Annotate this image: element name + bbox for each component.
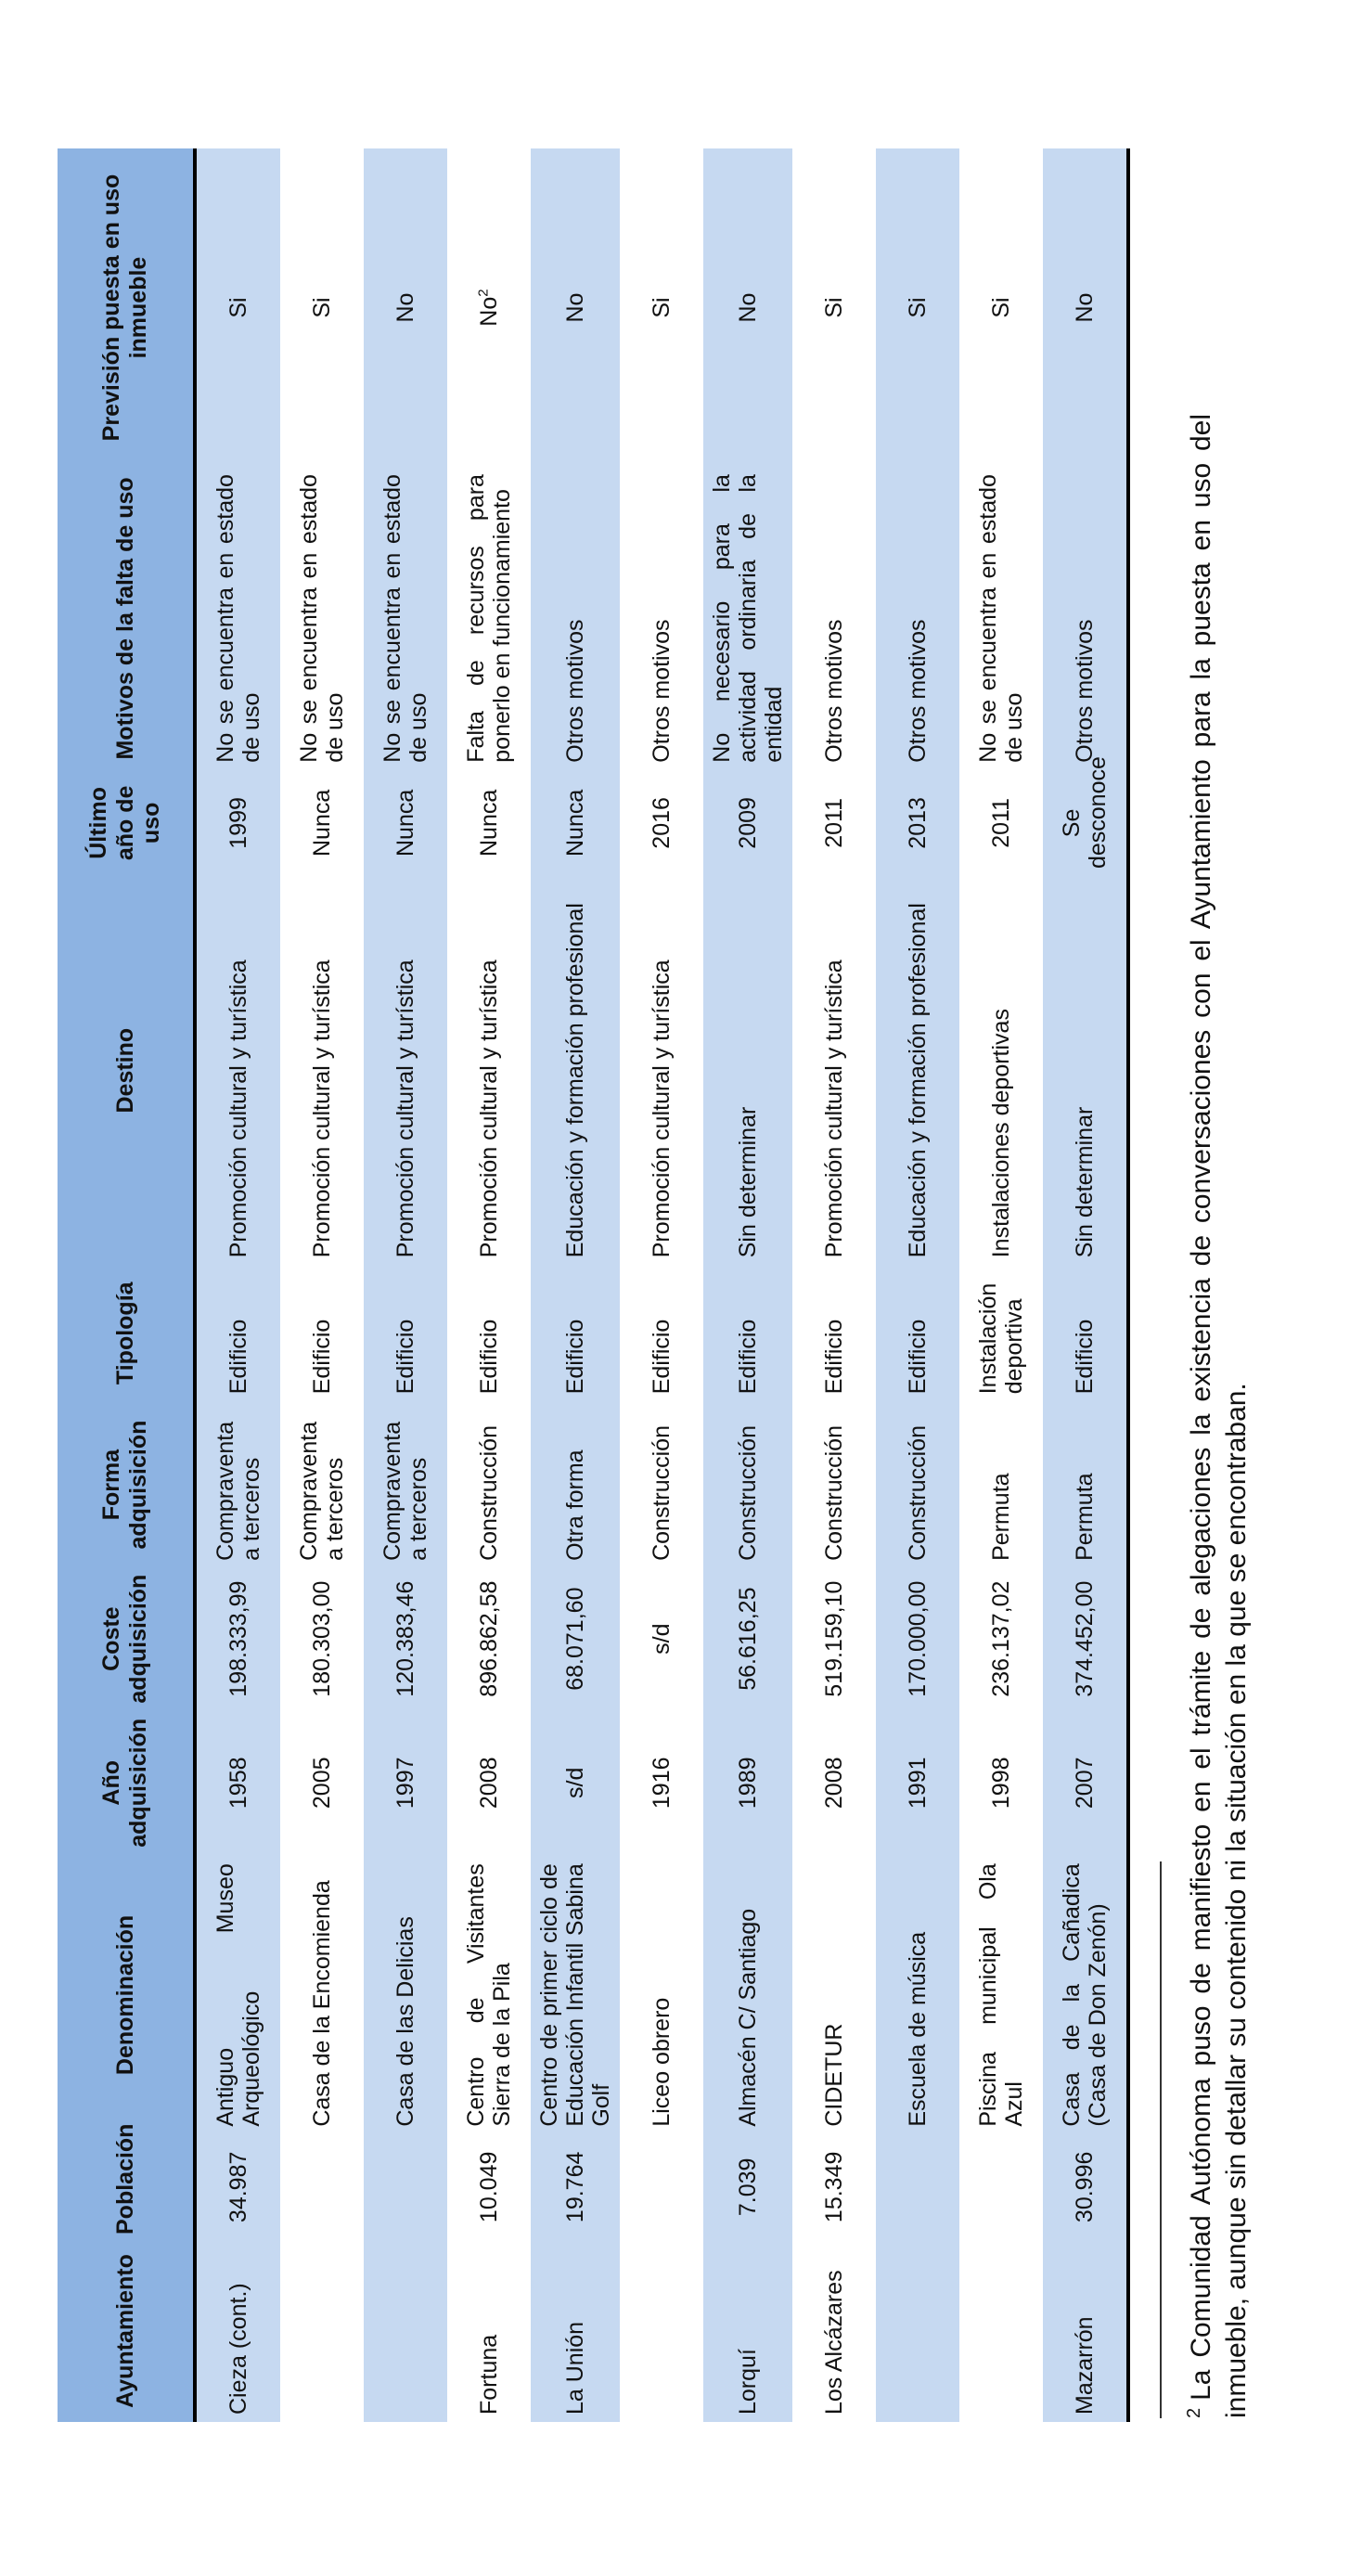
cell-anio	[280, 1709, 364, 1856]
cell-denominacion	[531, 1856, 620, 2133]
table-row	[195, 148, 280, 2422]
cell-coste	[959, 1568, 1043, 1709]
cell-text: Nunca	[392, 789, 418, 857]
cell-destino	[447, 876, 531, 1265]
footnote-reference: 2	[475, 289, 492, 297]
column-header: Forma adquisición	[58, 1401, 195, 1568]
cell-text: 30.996	[1072, 2151, 1098, 2223]
cell-denominacion	[792, 1856, 876, 2133]
cell-anio	[1043, 1709, 1128, 1856]
table-row	[447, 148, 531, 2422]
cell-motivos	[531, 467, 620, 770]
cell-text: Centro de primer ciclo de Educación Infantil Sabina Golf	[536, 1863, 614, 2127]
cell-text: 68.071,60	[562, 1587, 588, 1691]
cell-prevision	[447, 148, 531, 467]
footnote-number: 2	[1184, 2407, 1204, 2418]
cell-ultimo	[531, 770, 620, 876]
cell-text: Edificio	[735, 1319, 761, 1395]
cell-ayuntamiento	[792, 2240, 876, 2422]
cell-text: No	[735, 292, 761, 323]
cell-tipologia	[1043, 1265, 1128, 1401]
cell-forma	[195, 1401, 280, 1568]
cell-anio	[531, 1709, 620, 1856]
column-header: Año adquisición	[58, 1709, 195, 1856]
cell-text: Piscina municipal Ola Azul	[975, 1863, 1027, 2127]
cell-text: Si	[309, 297, 335, 318]
footnote	[1183, 414, 1254, 2418]
cell-poblacion	[364, 2134, 447, 2240]
cell-tipologia	[792, 1265, 876, 1401]
cell-text: 2008	[821, 1757, 847, 1810]
cell-text: Promoción cultural y turística	[649, 960, 675, 1258]
cell-tipologia	[447, 1265, 531, 1401]
cell-denominacion	[447, 1856, 531, 2133]
cell-text: Edificio	[905, 1319, 931, 1395]
cell-prevision	[959, 148, 1043, 467]
cell-text: No necesario para la actividad ordinaria de la entidad	[709, 474, 787, 763]
cell-anio	[703, 1709, 792, 1856]
cell-destino	[364, 876, 447, 1265]
cell-text: 1999	[225, 797, 251, 849]
cell-anio	[876, 1709, 959, 1856]
cell-text: Mazarrón	[1072, 2316, 1098, 2415]
cell-anio	[792, 1709, 876, 1856]
table-row	[1043, 148, 1128, 2422]
cell-text: Lorquí	[735, 2349, 761, 2415]
cell-poblacion	[1043, 2134, 1128, 2240]
cell-text: Permuta	[1072, 1473, 1098, 1561]
cell-text: 896.862,58	[476, 1580, 502, 1697]
cell-ayuntamiento	[876, 2240, 959, 2422]
cell-text: Si	[225, 297, 251, 318]
cell-text: Fortuna	[476, 2334, 502, 2415]
cell-ultimo	[876, 770, 959, 876]
cell-text: 374.452,00	[1072, 1580, 1098, 1697]
cell-tipologia	[364, 1265, 447, 1401]
cell-motivos	[876, 467, 959, 770]
cell-ayuntamiento	[531, 2240, 620, 2422]
cell-text: 15.349	[821, 2151, 847, 2223]
cell-text: 2007	[1072, 1757, 1098, 1810]
cell-tipologia	[280, 1265, 364, 1401]
cell-ayuntamiento	[620, 2240, 703, 2422]
cell-text: 2005	[309, 1757, 335, 1810]
cell-forma	[620, 1401, 703, 1568]
cell-forma	[792, 1401, 876, 1568]
cell-text: Promoción cultural y turística	[225, 960, 251, 1258]
cell-motivos	[280, 467, 364, 770]
cell-ayuntamiento	[364, 2240, 447, 2422]
cell-coste	[280, 1568, 364, 1709]
cell-text: Edificio	[392, 1319, 418, 1395]
cell-coste	[792, 1568, 876, 1709]
cell-ultimo	[280, 770, 364, 876]
cell-poblacion	[703, 2134, 792, 2240]
cell-text: Liceo obrero	[649, 1997, 675, 2127]
cell-ayuntamiento	[959, 2240, 1043, 2422]
cell-denominacion	[959, 1856, 1043, 2133]
cell-text: 1991	[905, 1757, 931, 1810]
cell-text: Si	[905, 297, 931, 318]
cell-tipologia	[876, 1265, 959, 1401]
cell-text: Educación y formación profesional	[905, 903, 931, 1258]
cell-prevision	[620, 148, 703, 467]
table-row	[876, 148, 959, 2422]
cell-text: Sin determinar	[735, 1106, 761, 1258]
cell-text: No	[392, 292, 418, 323]
cell-text: 2011	[988, 798, 1014, 848]
cell-text: Si	[988, 297, 1014, 318]
cell-motivos	[1043, 467, 1128, 770]
cell-coste	[703, 1568, 792, 1709]
cell-forma	[447, 1401, 531, 1568]
cell-forma	[876, 1401, 959, 1568]
cell-motivos	[620, 467, 703, 770]
cell-coste	[364, 1568, 447, 1709]
footnote-text: La Comunidad Autónoma puso de manifiesto en el trámite de alegaciones la existencia de conversaciones con el Ayuntamiento para la puesta en uso del inmueble, aunque sin detallar su contenido ni la situación en la que se encontraban.	[1186, 414, 1252, 2418]
cell-text: Nunca	[309, 789, 335, 857]
cell-ultimo	[703, 770, 792, 876]
cell-destino	[1043, 876, 1128, 1265]
column-header: Tipología	[58, 1265, 195, 1401]
cell-text: Centro de Visitantes Sierra de la Pila	[463, 1863, 515, 2127]
cell-text: Promoción cultural y turística	[392, 960, 418, 1258]
cell-prevision	[195, 148, 280, 467]
cell-coste	[876, 1568, 959, 1709]
cell-text: No	[1072, 292, 1098, 323]
table-container	[58, 148, 1130, 2422]
cell-denominacion	[876, 1856, 959, 2133]
cell-text: Promoción cultural y turística	[309, 960, 335, 1258]
cell-forma	[364, 1401, 447, 1568]
cell-text: Nunca	[562, 789, 588, 857]
cell-text: La Unión	[562, 2321, 588, 2415]
cell-tipologia	[703, 1265, 792, 1401]
cell-coste	[447, 1568, 531, 1709]
table-row	[280, 148, 364, 2422]
cell-text: No	[476, 296, 502, 327]
cell-text: 2008	[476, 1757, 502, 1810]
cell-text: 1997	[392, 1757, 418, 1810]
cell-text: Otra forma	[562, 1449, 588, 1561]
cell-anio	[195, 1709, 280, 1856]
cell-text: No se encuentra en estado de uso	[212, 474, 264, 763]
table-header-row	[58, 148, 195, 2422]
cell-text: Otros motivos	[649, 619, 675, 763]
table-row	[364, 148, 447, 2422]
cell-ayuntamiento	[195, 2240, 280, 2422]
cell-ultimo	[195, 770, 280, 876]
cell-text: 10.049	[476, 2151, 502, 2223]
table-row	[703, 148, 792, 2422]
cell-motivos	[959, 467, 1043, 770]
cell-prevision	[364, 148, 447, 467]
cell-text: 2011	[821, 798, 847, 848]
cell-text: Instalaciones deportivas	[988, 1009, 1014, 1258]
cell-poblacion	[792, 2134, 876, 2240]
table-row	[792, 148, 876, 2422]
column-header: Denominación	[58, 1856, 195, 2133]
table-row	[959, 148, 1043, 2422]
cell-text: Cieza (cont.)	[225, 2283, 251, 2415]
cell-ultimo	[959, 770, 1043, 876]
cell-text: 180.303,00	[309, 1580, 335, 1697]
cell-anio	[620, 1709, 703, 1856]
cell-text: Instalación deportiva	[975, 1282, 1027, 1395]
cell-denominacion	[703, 1856, 792, 2133]
inventory-table	[58, 148, 1130, 2422]
cell-text: Casa de la Cañadica (Casa de Don Zenón)	[1059, 1863, 1111, 2127]
cell-prevision	[1043, 148, 1128, 467]
cell-ayuntamiento	[703, 2240, 792, 2422]
cell-text: Almacén C/ Santiago	[735, 1908, 761, 2127]
cell-text: Otros motivos	[821, 619, 847, 763]
cell-text: 198.333,99	[225, 1580, 251, 1697]
cell-text: 1989	[735, 1757, 761, 1810]
cell-text: Edificio	[225, 1319, 251, 1395]
cell-text: Promoción cultural y turística	[821, 960, 847, 1258]
footnote-separator	[1160, 1861, 1162, 2418]
table-row	[531, 148, 620, 2422]
cell-text: Compraventa a terceros	[296, 1421, 348, 1561]
cell-text: s/d	[562, 1767, 588, 1798]
cell-prevision	[792, 148, 876, 467]
cell-destino	[792, 876, 876, 1265]
cell-text: No se encuentra en estado de uso	[296, 474, 348, 763]
cell-text: Construcción	[821, 1425, 847, 1561]
cell-text: Edificio	[476, 1319, 502, 1395]
cell-denominacion	[620, 1856, 703, 2133]
column-header: Población	[58, 2134, 195, 2240]
cell-text: Casa de las Delicias	[392, 1916, 418, 2127]
table-body	[195, 148, 1128, 2422]
cell-text: 2009	[735, 797, 761, 849]
table-row	[620, 148, 703, 2422]
cell-denominacion	[364, 1856, 447, 2133]
cell-text: Edificio	[1072, 1319, 1098, 1395]
column-header: Ayuntamiento	[58, 2240, 195, 2422]
cell-denominacion	[1043, 1856, 1128, 2133]
column-header: Previsión puesta en uso inmueble	[58, 148, 195, 467]
cell-tipologia	[620, 1265, 703, 1401]
cell-tipologia	[195, 1265, 280, 1401]
cell-ultimo	[364, 770, 447, 876]
cell-denominacion	[195, 1856, 280, 2133]
cell-poblacion	[531, 2134, 620, 2240]
cell-forma	[703, 1401, 792, 1568]
cell-poblacion	[876, 2134, 959, 2240]
cell-text: No se encuentra en estado de uso	[975, 474, 1027, 763]
cell-text: Los Alcázares	[821, 2270, 847, 2415]
cell-text: 1998	[988, 1757, 1014, 1810]
cell-text: Edificio	[562, 1319, 588, 1395]
cell-text: Educación y formación profesional	[562, 903, 588, 1258]
cell-text: CIDETUR	[821, 2023, 847, 2127]
cell-destino	[703, 876, 792, 1265]
cell-text: 19.764	[562, 2151, 588, 2223]
cell-motivos	[195, 467, 280, 770]
cell-destino	[195, 876, 280, 1265]
cell-poblacion	[620, 2134, 703, 2240]
cell-motivos	[447, 467, 531, 770]
cell-text: 170.000,00	[905, 1580, 931, 1697]
cell-forma	[280, 1401, 364, 1568]
cell-coste	[195, 1568, 280, 1709]
cell-text: Sin determinar	[1072, 1106, 1098, 1258]
cell-prevision	[876, 148, 959, 467]
cell-text: Si	[821, 297, 847, 318]
cell-text: 519.159,10	[821, 1580, 847, 1697]
cell-prevision	[703, 148, 792, 467]
cell-text: Construcción	[649, 1425, 675, 1561]
cell-text: Construcción	[905, 1425, 931, 1561]
cell-denominacion	[280, 1856, 364, 2133]
cell-destino	[620, 876, 703, 1265]
cell-text: 1958	[225, 1757, 251, 1810]
cell-motivos	[792, 467, 876, 770]
cell-text: Si	[649, 297, 675, 318]
cell-ayuntamiento	[280, 2240, 364, 2422]
cell-destino	[959, 876, 1043, 1265]
cell-forma	[1043, 1401, 1128, 1568]
cell-destino	[531, 876, 620, 1265]
cell-coste	[620, 1568, 703, 1709]
cell-text: 1916	[649, 1757, 675, 1810]
cell-text: Edificio	[649, 1319, 675, 1395]
cell-ultimo	[792, 770, 876, 876]
cell-destino	[280, 876, 364, 1265]
cell-text: Nunca	[476, 789, 502, 857]
cell-poblacion	[280, 2134, 364, 2240]
cell-text: Construcción	[735, 1425, 761, 1561]
cell-ultimo	[447, 770, 531, 876]
cell-ayuntamiento	[1043, 2240, 1128, 2422]
cell-text: Edificio	[309, 1319, 335, 1395]
cell-text: 56.616,25	[735, 1587, 761, 1691]
cell-text: 236.137,02	[988, 1580, 1014, 1697]
cell-coste	[1043, 1568, 1128, 1709]
cell-text: Casa de la Encomienda	[309, 1880, 335, 2127]
cell-text: 120.383,46	[392, 1580, 418, 1697]
cell-text: No	[562, 292, 588, 323]
cell-text: Construcción	[476, 1425, 502, 1561]
cell-text: Otros motivos	[562, 619, 588, 763]
cell-motivos	[364, 467, 447, 770]
cell-poblacion	[959, 2134, 1043, 2240]
column-header: Último año de uso	[58, 770, 195, 876]
cell-text: 2013	[905, 797, 931, 849]
cell-text: s/d	[649, 1623, 675, 1655]
cell-text: Compraventa a terceros	[379, 1421, 431, 1561]
column-header: Destino	[58, 876, 195, 1265]
cell-motivos	[703, 467, 792, 770]
cell-tipologia	[531, 1265, 620, 1401]
cell-poblacion	[447, 2134, 531, 2240]
cell-text: Se desconoce	[1059, 756, 1111, 869]
cell-text: Otros motivos	[905, 619, 931, 763]
column-header: Coste adquisición	[58, 1568, 195, 1709]
cell-anio	[959, 1709, 1043, 1856]
cell-text: Otros motivos	[1072, 619, 1098, 763]
cell-forma	[531, 1401, 620, 1568]
cell-anio	[364, 1709, 447, 1856]
cell-text: Compraventa a terceros	[212, 1421, 264, 1561]
cell-destino	[876, 876, 959, 1265]
cell-text: Falta de recursos para ponerlo en funcionamiento	[463, 474, 515, 763]
column-header: Motivos de la falta de uso	[58, 467, 195, 770]
cell-text: Edificio	[821, 1319, 847, 1395]
cell-text: Permuta	[988, 1473, 1014, 1561]
cell-forma	[959, 1401, 1043, 1568]
cell-text: Antiguo Museo Arqueológico	[212, 1863, 264, 2127]
cell-text: Escuela de música	[905, 1931, 931, 2127]
cell-coste	[531, 1568, 620, 1709]
cell-text: No se encuentra en estado de uso	[379, 474, 431, 763]
cell-tipologia	[959, 1265, 1043, 1401]
cell-ayuntamiento	[447, 2240, 531, 2422]
cell-ultimo	[1043, 756, 1128, 876]
cell-ultimo	[620, 770, 703, 876]
cell-text: 7.039	[735, 2157, 761, 2217]
cell-prevision	[280, 148, 364, 467]
cell-anio	[447, 1709, 531, 1856]
cell-prevision	[531, 148, 620, 467]
cell-text: Promoción cultural y turística	[476, 960, 502, 1258]
cell-text: 34.987	[225, 2151, 251, 2223]
cell-text: 2016	[649, 797, 675, 849]
cell-poblacion	[195, 2134, 280, 2240]
